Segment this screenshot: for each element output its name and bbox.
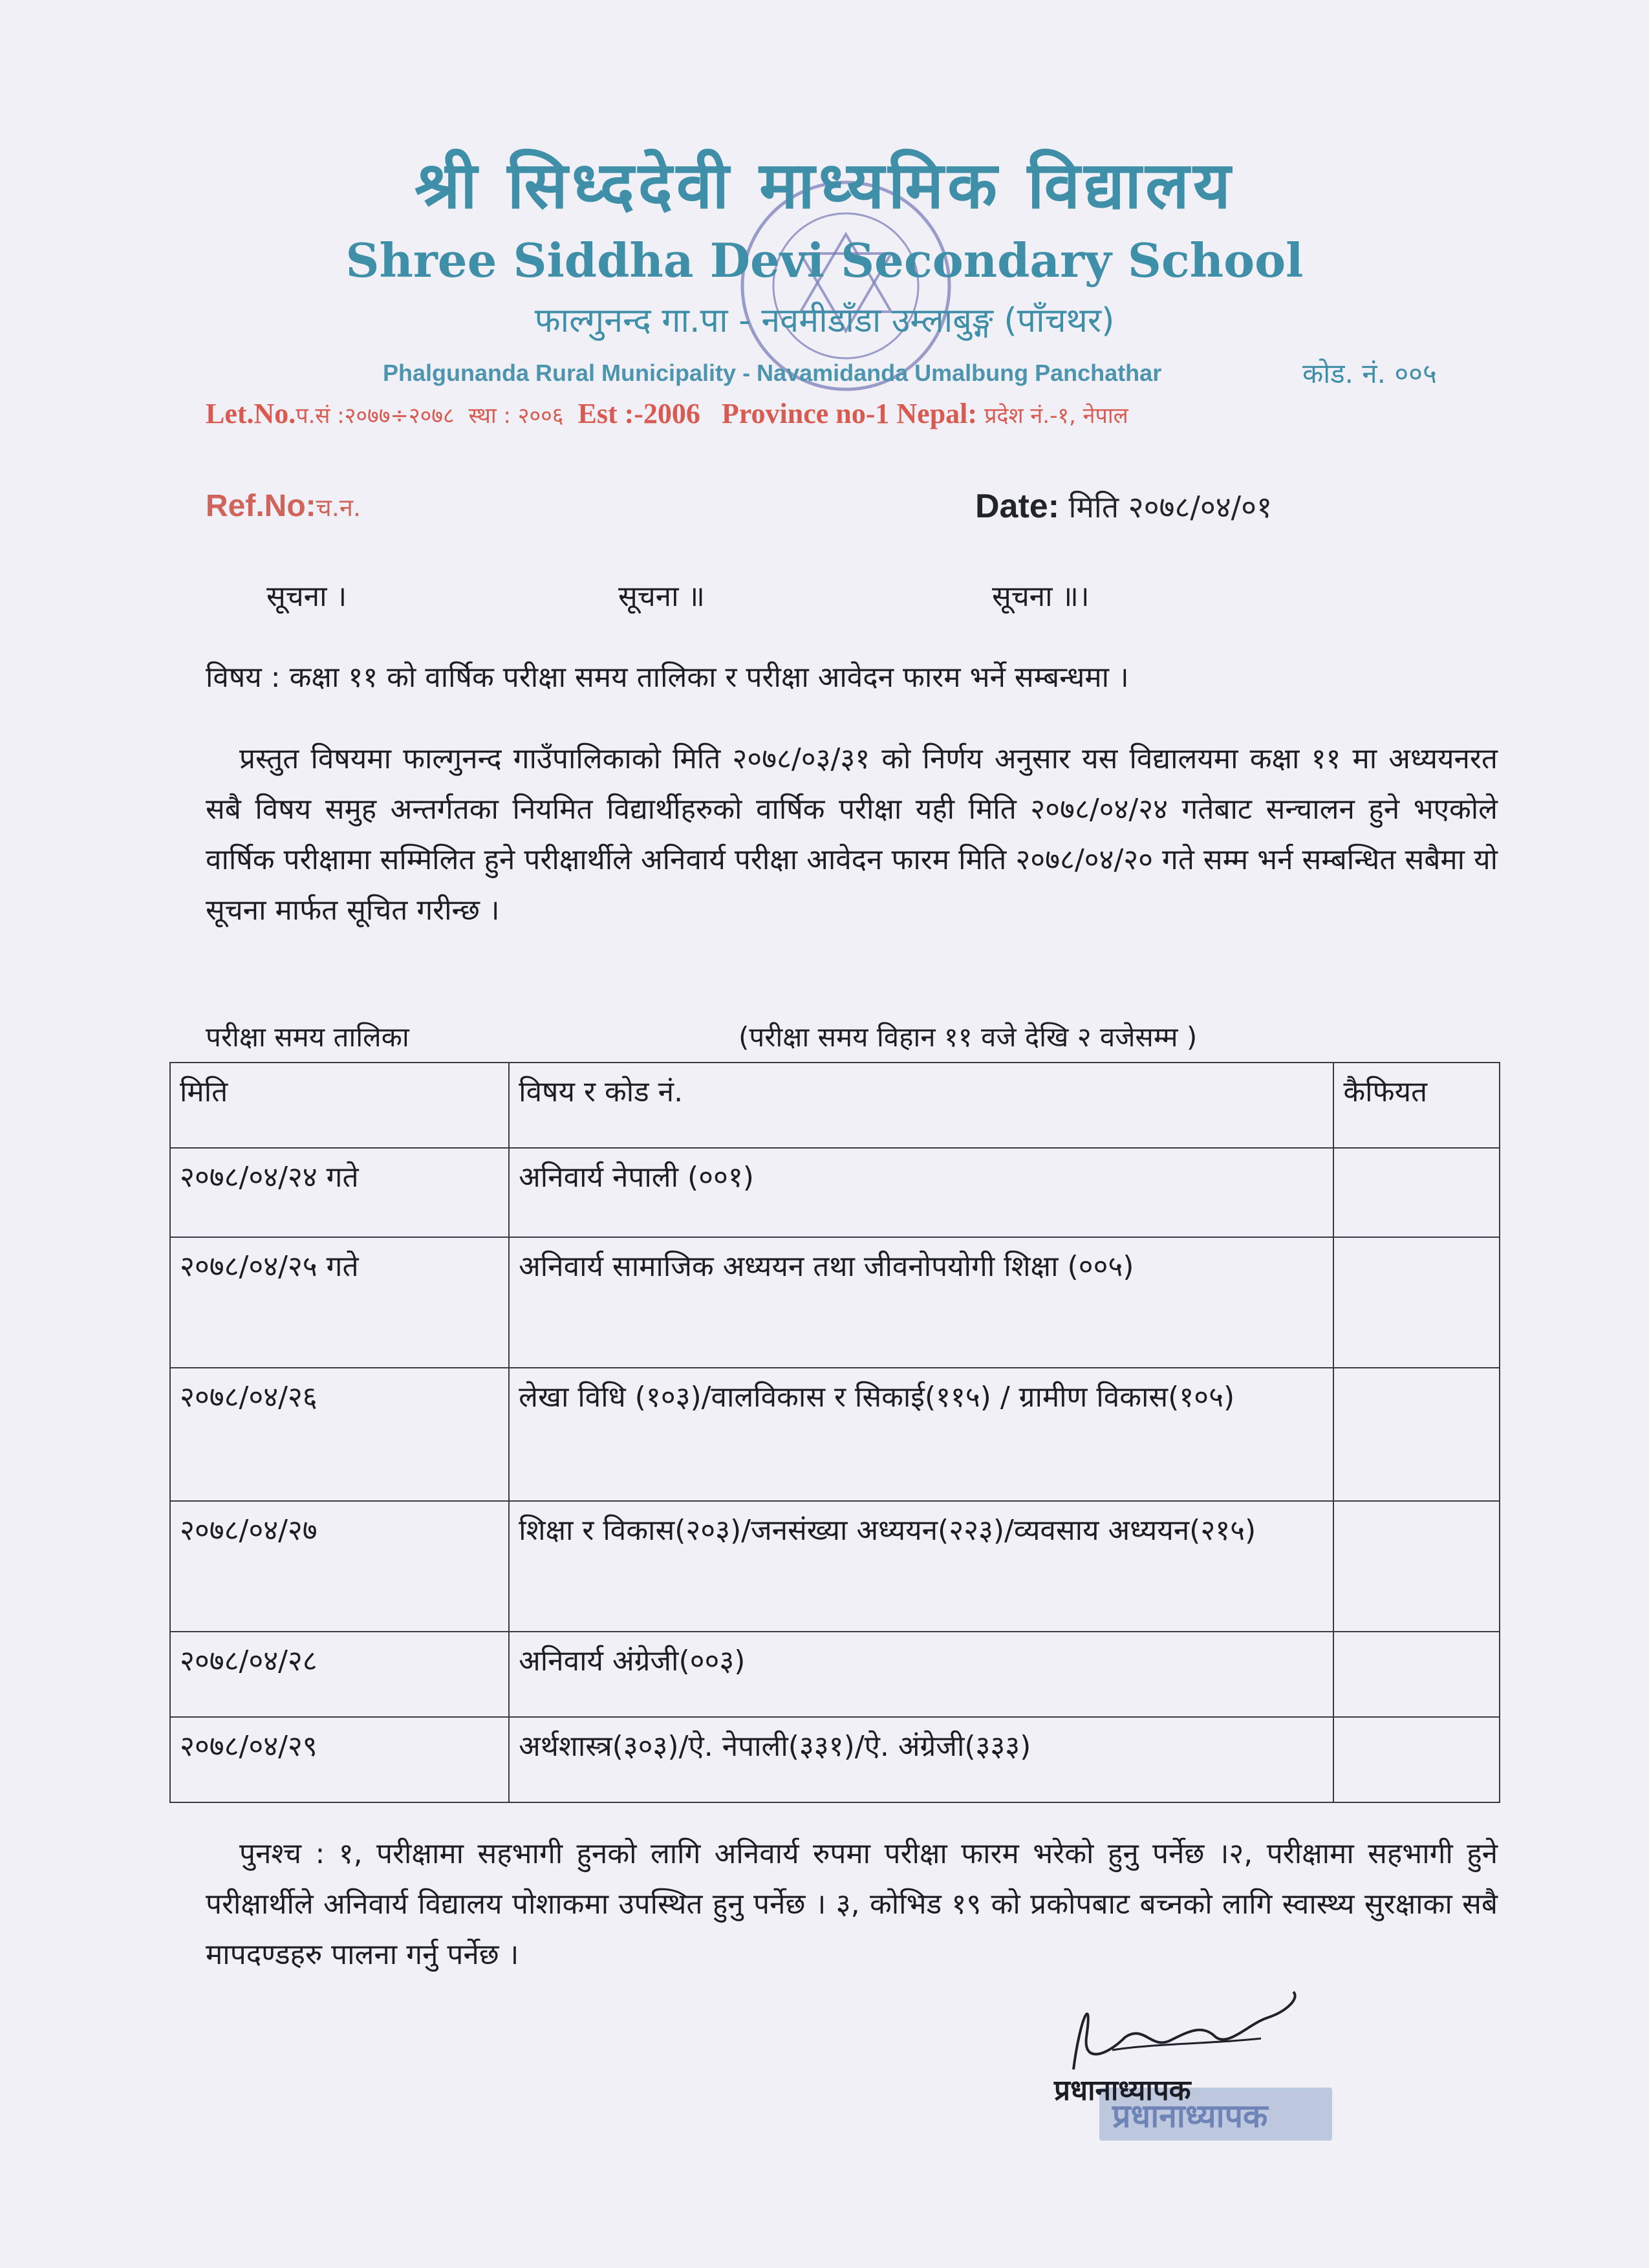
row-subject: अनिवार्य सामाजिक अध्ययन तथा जीवनोपयोगी शिक्षा (००५) — [509, 1237, 1333, 1368]
body-paragraph: प्रस्तुत विषयमा फाल्गुनन्द गाउँपालिकाको मिति २०७८/०३/३१ को निर्णय अनुसार यस विद्यालयमा कक्षा ११ मा अध्ययनरत सबै विषय समुह अन्तर्गतका नियमित विद्यार्थीहरुको वार्षिक परीक्षा यही मिति २०७८/०४/२४ गतेबाट सन्चालन हुने भएकोले वार्षिक परीक्षामा सम्मिलित हुने परीक्षार्थीले अनिवार्य परीक्षा आवेदन फारम मिति २०७८/०४/२० गते सम्म भर्न सम्बन्धित सबैमा यो सूचना मार्फत सूचित गरीन्छ । — [206, 742, 1498, 927]
header-remarks: कैफियत — [1333, 1063, 1500, 1148]
row-date: २०७८/०४/२५ गते — [170, 1237, 509, 1368]
document-date — [975, 486, 1272, 526]
row-remarks — [1333, 1717, 1500, 1802]
table-row — [170, 1632, 1500, 1717]
notice-heading-1: सूचना । — [266, 580, 347, 613]
municipality-english: Phalgunanda Rural Municipality - Navamidanda Umalbung Panchathar — [383, 360, 1162, 386]
established-en: Est :-2006 — [577, 398, 700, 429]
signature-icon — [1054, 1979, 1326, 2082]
table-row — [170, 1368, 1500, 1501]
date-value: मिति २०७८/०४/०१ — [1068, 490, 1273, 524]
signatory-title: प्रधानाध्यापक — [1054, 2074, 1191, 2107]
notice-heading-3: सूचना ॥। — [992, 580, 1090, 613]
table-row — [170, 1237, 1500, 1368]
date-label: Date: — [975, 488, 1060, 525]
province-en: Province no-1 Nepal: — [721, 398, 978, 429]
exam-time: (परीक्षा समय विहान ११ वजे देखि २ वजेसम्म ) — [738, 1021, 1198, 1053]
stamp-text: प्रधानाध्यापक — [1112, 2097, 1268, 2135]
row-remarks — [1333, 1632, 1500, 1717]
table-row — [170, 1148, 1500, 1237]
row-subject: शिक्षा र विकास(२०३)/जनसंख्या अध्ययन(२२३)/व्यवसाय अध्ययन(२१५) — [509, 1501, 1333, 1632]
province-np: प्रदेश नं.-१, नेपाल — [984, 403, 1128, 429]
row-remarks — [1333, 1148, 1500, 1237]
ref-label: Ref.No: — [206, 489, 316, 523]
row-date: २०७८/०४/२६ — [170, 1368, 509, 1501]
header-date: मिति — [170, 1063, 509, 1148]
exam-timetable — [169, 1062, 1500, 1803]
let-value: प.सं :२०७७÷२०७८ — [296, 403, 455, 429]
header-subject: विषय र कोड नं. — [509, 1063, 1333, 1148]
row-date: २०७८/०४/२४ गते — [170, 1148, 509, 1237]
row-date: २०७८/०४/२७ — [170, 1501, 509, 1632]
row-remarks — [1333, 1368, 1500, 1501]
row-subject: अर्थशास्त्र(३०३)/ऐ. नेपाली(३३१)/ऐ. अंग्रेजी(३३३) — [509, 1717, 1333, 1802]
letter-number-line — [206, 397, 1499, 430]
school-name-nepali: श्री सिध्ददेवी माध्यमिक विद्यालय — [415, 147, 1234, 223]
subject-line: विषय : कक्षा ११ को वार्षिक परीक्षा समय तालिका र परीक्षा आवेदन फारम भर्ने सम्बन्धमा । — [206, 661, 1129, 694]
postscript: पुनश्च : १, परीक्षामा सहभागी हुनको लागि अनिवार्य रुपमा परीक्षा फारम भरेको हुनु पर्नेछ ।२, परीक्षामा सहभागी हुने परीक्षार्थीले अनिवार्य विद्यालय पोशाकमा उपस्थित हुनु पर्नेछ । ३, कोभिड १९ को प्रकोपबाट बच्नको लागि स्वास्थ्य सुरक्षाका सबै मापदण्डहरु पालना गर्नु पर्नेछ । — [206, 1837, 1498, 1971]
school-code: कोड. नं. ००५ — [1302, 358, 1437, 389]
row-date: २०७८/०४/२८ — [170, 1632, 509, 1717]
reference-number — [206, 488, 361, 524]
row-subject: अनिवार्य अंग्रेजी(००३) — [509, 1632, 1333, 1717]
notice-heading-2: सूचना ॥ — [618, 580, 705, 613]
row-remarks — [1333, 1501, 1500, 1632]
row-date: २०७८/०४/२९ — [170, 1717, 509, 1802]
row-subject: लेखा विधि (१०३)/वालविकास र सिकाई(११५) / ग्रामीण विकास(१०५) — [509, 1368, 1333, 1501]
signature-block — [1028, 1979, 1339, 2147]
table-header-row — [170, 1063, 1500, 1148]
ref-value: च.न. — [316, 493, 361, 522]
row-subject: अनिवार्य नेपाली (००१) — [509, 1148, 1333, 1237]
row-remarks — [1333, 1237, 1500, 1368]
school-name-english: Shree Siddha Devi Secondary School — [345, 233, 1304, 288]
let-label: Let.No. — [206, 398, 296, 429]
municipality-nepali: फाल्गुनन्द गा.पा - नवमीडाँडा उम्लाबुङ्ग (पाँचथर) — [534, 301, 1115, 340]
timetable-label: परीक्षा समय तालिका — [206, 1021, 409, 1053]
table-row — [170, 1501, 1500, 1632]
table-row — [170, 1717, 1500, 1802]
established-np: स्था : २००६ — [468, 403, 564, 429]
